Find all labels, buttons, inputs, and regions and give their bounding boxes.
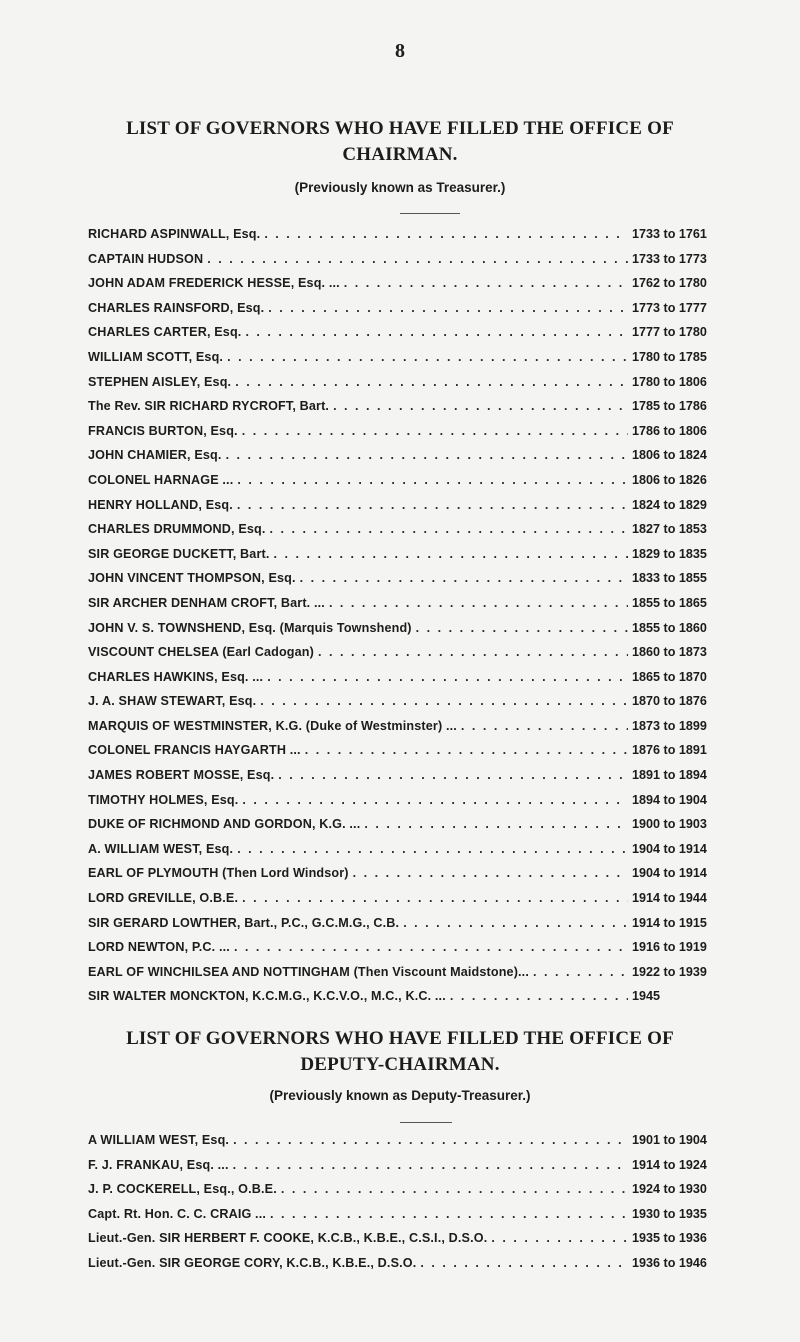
list-item (88, 345, 750, 370)
term-years: 1773 to 1777 (632, 300, 707, 315)
dot-leader (226, 443, 628, 468)
term-years: 1914 to 1944 (632, 891, 707, 906)
term-years: 1865 to 1870 (632, 669, 707, 684)
dot-leader (305, 738, 628, 763)
list-item (88, 222, 750, 247)
chairman-title-line2: CHAIRMAN. (342, 144, 458, 165)
governor-name: MARQUIS OF WESTMINSTER, K.G. (Duke of Westminster) ... (88, 718, 457, 733)
governor-name: WILLIAM SCOTT, Esq. (88, 349, 224, 364)
list-item (88, 443, 750, 468)
governor-name: CHARLES DRUMMOND, Esq. (88, 522, 266, 537)
governor-name: HENRY HOLLAND, Esq. (88, 497, 233, 512)
governor-name: COLONEL HARNAGE ... (88, 472, 234, 487)
term-years: 1900 to 1903 (632, 817, 707, 832)
dot-leader (333, 394, 628, 419)
deputy-title-line2: DEPUTY-CHAIRMAN. (300, 1054, 500, 1075)
dot-leader (300, 566, 628, 591)
term-years: 1855 to 1865 (632, 595, 707, 610)
dot-leader (533, 960, 628, 985)
term-years: 1914 to 1924 (632, 1157, 707, 1172)
governor-name: JOHN V. S. TOWNSHEND, Esq. (Marquis Townshend) (88, 620, 412, 635)
deputy-subtitle: (Previously known as Deputy-Treasurer.) (269, 1088, 531, 1103)
list-item (88, 1153, 750, 1178)
dot-leader (278, 763, 628, 788)
dot-leader (420, 1251, 628, 1276)
term-years: 1891 to 1894 (632, 768, 707, 783)
dot-leader (233, 1153, 628, 1178)
term-years: 1777 to 1780 (632, 325, 707, 340)
term-years: 1935 to 1936 (632, 1231, 707, 1246)
term-years: 1786 to 1806 (632, 423, 707, 438)
list-item (88, 419, 750, 444)
dot-leader (329, 591, 628, 616)
chairman-divider (400, 213, 460, 214)
dot-leader (364, 812, 628, 837)
dot-leader (260, 689, 628, 714)
dot-leader (281, 1177, 628, 1202)
term-years: 1855 to 1860 (632, 620, 707, 635)
list-item (88, 763, 750, 788)
deputy-title-line1: LIST OF GOVERNORS WHO HAVE FILLED THE OFFICE OF (126, 1028, 674, 1049)
list-item (88, 1251, 750, 1276)
governor-name: A. WILLIAM WEST, Esq. (88, 841, 234, 856)
term-years: 1785 to 1786 (632, 399, 707, 414)
dot-leader (233, 1128, 628, 1153)
governor-name: J. P. COCKERELL, Esq., O.B.E. (88, 1182, 277, 1197)
chairman-title-line1: LIST OF GOVERNORS WHO HAVE FILLED THE OFFICE OF (126, 118, 674, 139)
list-item (88, 542, 750, 567)
dot-leader (491, 1226, 628, 1251)
list-item (88, 394, 750, 419)
term-years: 1936 to 1946 (632, 1255, 707, 1270)
dot-leader (461, 714, 628, 739)
term-years: 1916 to 1919 (632, 940, 707, 955)
governor-name: SIR GEORGE DUCKETT, Bart. (88, 546, 270, 561)
dot-leader (264, 222, 628, 247)
governor-name: A WILLIAM WEST, Esq. (88, 1133, 230, 1147)
term-years: 1780 to 1806 (632, 374, 707, 389)
list-item (88, 370, 750, 395)
dot-leader (237, 493, 628, 518)
governor-name: LORD GREVILLE, O.B.E. (88, 891, 239, 906)
governor-name: CHARLES RAINSFORD, Esq. (88, 300, 265, 315)
governor-name: J. A. SHAW STEWART, Esq. (88, 694, 257, 709)
term-years: 1827 to 1853 (632, 522, 707, 537)
list-item (88, 1226, 750, 1251)
term-years: 1894 to 1904 (632, 792, 707, 807)
governor-name: CAPTAIN HUDSON (88, 251, 204, 266)
dot-leader (273, 542, 628, 567)
term-years: 1930 to 1935 (632, 1206, 707, 1221)
list-item (88, 738, 750, 763)
governor-name: SIR GERARD LOWTHER, Bart., P.C., G.C.M.G., C.B. (88, 915, 400, 930)
dot-leader (344, 271, 628, 296)
term-years: 1876 to 1891 (632, 743, 707, 758)
list-item (88, 616, 750, 641)
dot-leader (450, 984, 628, 1009)
list-item (88, 861, 750, 886)
governor-name: F. J. FRANKAU, Esq. ... (88, 1157, 229, 1172)
governor-name: TIMOTHY HOLMES, Esq. (88, 792, 239, 807)
dot-leader (318, 640, 628, 665)
dot-leader (207, 247, 628, 272)
governor-name: VISCOUNT CHELSEA (Earl Cadogan) (88, 645, 314, 660)
governor-name: COLONEL FRANCIS HAYGARTH ... (88, 743, 301, 758)
dot-leader (242, 788, 628, 813)
governor-name: Capt. Rt. Hon. C. C. CRAIG ... (88, 1206, 267, 1221)
term-years: 1824 to 1829 (632, 497, 707, 512)
governor-name: JAMES ROBERT MOSSE, Esq. (88, 768, 275, 783)
list-item (88, 886, 750, 911)
list-item (88, 566, 750, 591)
list-item (88, 665, 750, 690)
governor-name: EARL OF PLYMOUTH (Then Lord Windsor) (88, 866, 349, 881)
term-years: 1762 to 1780 (632, 276, 707, 291)
governor-name: Lieut.-Gen. SIR HERBERT F. COOKE, K.C.B., K.B.E., C.S.I., D.S.O. (88, 1231, 488, 1246)
term-years: 1733 to 1773 (632, 251, 707, 266)
list-item (88, 812, 750, 837)
list-item (88, 640, 750, 665)
list-item (88, 935, 750, 960)
dot-leader (227, 345, 628, 370)
governor-name: RICHARD ASPINWALL, Esq. (88, 227, 261, 241)
dot-leader (242, 886, 628, 911)
dot-leader (403, 911, 628, 936)
dot-leader (353, 861, 628, 886)
dot-leader (245, 320, 628, 345)
dot-leader (242, 419, 628, 444)
term-years: 1922 to 1939 (632, 964, 707, 979)
list-item (88, 468, 750, 493)
term-years: 1806 to 1826 (632, 472, 707, 487)
list-item (88, 714, 750, 739)
term-years: 1914 to 1915 (632, 915, 707, 930)
list-item (88, 247, 750, 272)
deputy-list (88, 1128, 750, 1276)
governor-name: DUKE OF RICHMOND AND GORDON, K.G. ... (88, 817, 361, 832)
governor-name: STEPHEN AISLEY, Esq. (88, 374, 232, 389)
governor-name: JOHN VINCENT THOMPSON, Esq. (88, 571, 296, 586)
deputy-title (40, 1026, 760, 1078)
governor-name: The Rev. SIR RICHARD RYCROFT, Bart. (88, 399, 330, 414)
governor-name: JOHN ADAM FREDERICK HESSE, Esq. ... (88, 276, 340, 291)
deputy-divider (400, 1122, 452, 1123)
term-years: 1733 to 1761 (632, 227, 707, 241)
governor-name: JOHN CHAMIER, Esq. (88, 448, 222, 463)
dot-leader (235, 370, 628, 395)
list-item (88, 320, 750, 345)
chairman-subtitle: (Previously known as Treasurer.) (294, 180, 506, 195)
term-years: 1945 (632, 989, 661, 1004)
governor-name: SIR WALTER MONCKTON, K.C.M.G., K.C.V.O., M.C., K.C. ... (88, 989, 446, 1004)
list-item (88, 271, 750, 296)
term-years: 1904 to 1914 (632, 866, 707, 881)
governor-name: LORD NEWTON, P.C. ... (88, 940, 230, 955)
term-years: 1829 to 1835 (632, 546, 707, 561)
term-years: 1806 to 1824 (632, 448, 707, 463)
dot-leader (416, 616, 628, 641)
list-item (88, 837, 750, 862)
chairman-title (40, 116, 760, 168)
term-years: 1924 to 1930 (632, 1182, 707, 1197)
dot-leader (268, 296, 628, 321)
chairman-list (88, 222, 750, 1009)
dot-leader (237, 837, 628, 862)
list-item (88, 911, 750, 936)
governor-name: Lieut.-Gen. SIR GEORGE CORY, K.C.B., K.B.E., D.S.O. (88, 1255, 417, 1270)
dot-leader (267, 665, 628, 690)
list-item (88, 788, 750, 813)
term-years: 1833 to 1855 (632, 571, 707, 586)
list-item (88, 960, 750, 985)
page-number: 8 (395, 40, 405, 62)
governor-name: CHARLES CARTER, Esq. (88, 325, 242, 340)
governor-name: FRANCIS BURTON, Esq. (88, 423, 238, 438)
term-years: 1870 to 1876 (632, 694, 707, 709)
list-item (88, 689, 750, 714)
term-years: 1860 to 1873 (632, 645, 707, 660)
list-item (88, 591, 750, 616)
term-years: 1901 to 1904 (632, 1133, 707, 1147)
dot-leader (270, 517, 628, 542)
term-years: 1873 to 1899 (632, 718, 707, 733)
list-item (88, 1128, 750, 1153)
dot-leader (237, 468, 628, 493)
governor-name: SIR ARCHER DENHAM CROFT, Bart. ... (88, 595, 325, 610)
term-years: 1780 to 1785 (632, 349, 707, 364)
governor-name: EARL OF WINCHILSEA AND NOTTINGHAM (Then Viscount Maidstone)... (88, 964, 529, 979)
term-years: 1904 to 1914 (632, 841, 707, 856)
governor-name: CHARLES HAWKINS, Esq. ... (88, 669, 264, 684)
list-item (88, 296, 750, 321)
list-item (88, 493, 750, 518)
list-item (88, 517, 750, 542)
list-item (88, 1177, 750, 1202)
list-item (88, 984, 750, 1009)
dot-leader (270, 1202, 628, 1227)
list-item (88, 1202, 750, 1227)
dot-leader (234, 935, 628, 960)
